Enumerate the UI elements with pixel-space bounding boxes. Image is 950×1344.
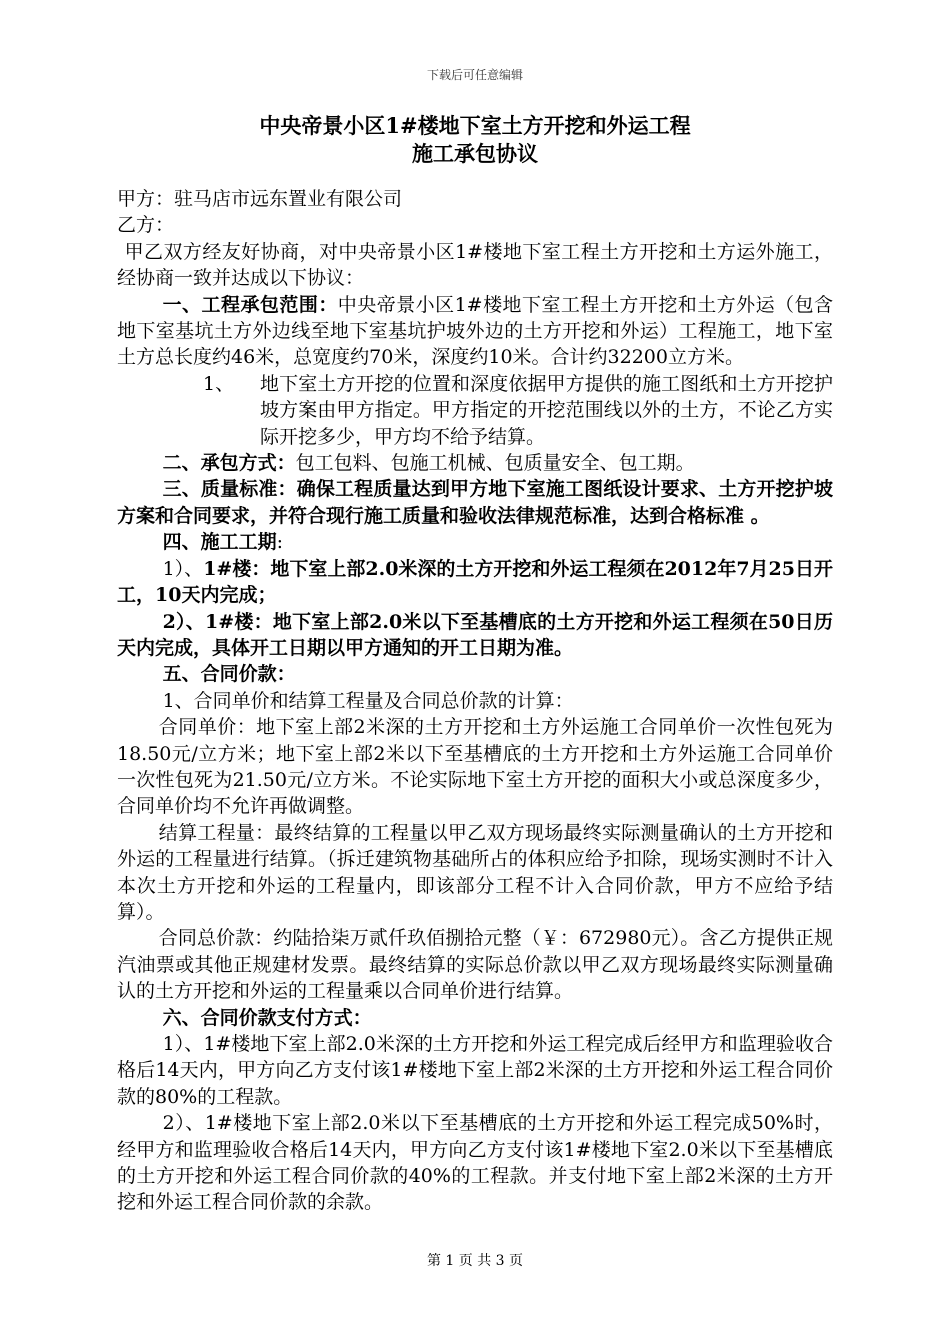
section-5-quantity: 结算工程量：最终结算的工程量以甲乙双方现场最终实际测量确认的土方开挖和外运的工程量进行结算。（拆迁建筑物基础所占的体积应给予扣除，现场实测时不计入本次土方开挖和外运的工程量内，即该部分工程不计入合同价款，甲方不应给予结算）。 (117, 821, 833, 923)
section-6-heading: 六、合同价款支付方式： (162, 1006, 372, 1029)
section-4-item-1-prefix: 1）、 (162, 557, 204, 580)
document-title: 中央帝景小区1#楼地下室土方开挖和外运工程 (259, 113, 691, 138)
section-4-item-2: 2）、1#楼：地下室上部2.0米以下至基槽底的土方开挖和外运工程须在50日历天内完成，具体开工日期以甲方通知的开工日期为准。 (117, 610, 833, 659)
section-4-item-1-text: 1#楼：地下室上部2.0米深的土方开挖和外运工程须在2012年7月25日开工，10天内完成； (117, 557, 833, 607)
section-1-item (117, 371, 833, 450)
section-5-unit-price: 合同单价：地下室上部2米深的土方开挖和土方外运施工合同单价一次性包死为18.50元/立方米；地下室上部2米以下至基槽底的土方开挖和土方外运施工合同单价一次性包死为21.50元/立方米。不论实际地下室土方开挖的面积大小或总深度多少，合同单价均不允许再做调整。 (117, 716, 833, 818)
section-1 (117, 292, 833, 371)
document-subtitle: 施工承包协议 (412, 141, 538, 166)
page-footer: 第 1 页 共 3 页 (426, 1253, 524, 1269)
section-5-heading: 五、合同价款： (162, 663, 296, 686)
section-3: 三、质量标准：确保工程质量达到甲方地下室施工图纸设计要求、土方开挖护坡方案和合同要求，并符合现行施工质量和验收法律规范标准，达到合格标准 。 (117, 478, 833, 527)
section-1-item-text: 地下室土方开挖的位置和深度依据甲方提供的施工图纸和土方开挖护坡方案由甲方指定。甲方指定的开挖范围线以外的土方，不论乙方实际开挖多少，甲方均不给予结算。 (260, 372, 833, 448)
section-5-subheading: 1、合同单价和结算工程量及合同总价款的计算： (162, 689, 574, 712)
section-4-colon: : (276, 531, 284, 554)
section-2-heading: 二、承包方式： (162, 452, 296, 475)
section-4-item-1 (117, 556, 833, 609)
section-6-item-2: 2）、1#楼地下室上部2.0米以下至基槽底的土方开挖和外运工程完成50%时，经甲方和监理验收合格后14天内，甲方向乙方支付该1#楼地下室2.0米以下至基槽底的土方开挖和外运工程合同价款的40%的工程款。并支付地下室上部2米深的土方开挖和外运工程合同价款的余款。 (117, 1112, 833, 1214)
section-1-item-number: 1、 (203, 372, 235, 395)
section-6-item-1: 1）、1#楼地下室上部2.0米深的土方开挖和外运工程完成后经甲方和监理验收合格后14天内，甲方向乙方支付该1#楼地下室上部2米深的土方开挖和外运工程合同价款的80%的工程款。 (117, 1033, 833, 1108)
section-1-text: 中央帝景小区1#楼地下室工程土方开挖和土方外运（包含地下室基坑土方外边线至地下室基坑护坡外边的土方开挖和外运）工程施工，地下室土方总长度约46米，总宽度约70米，深度约10米。合计约32200立方米。 (117, 293, 833, 369)
section-4-heading: 四、施工工期 (162, 531, 277, 554)
section-2 (117, 450, 833, 476)
party-a: 甲方：驻马店市远东置业有限公司 (117, 188, 403, 210)
header-note: 下载后可任意编辑 (426, 68, 523, 82)
document-body (117, 186, 833, 1216)
party-b: 乙方： (117, 214, 175, 237)
section-5-total-price: 合同总价款：约陆拾柒万贰仟玖佰捌拾元整（￥：672980元）。含乙方提供正规汽油票或其他正规建材发票。最终结算的实际总价款以甲乙双方现场最终实际测量确认的土方开挖和外运的工程量乘以合同单价进行结算。 (117, 927, 833, 1003)
section-1-heading: 一、工程承包范围： (162, 293, 338, 316)
section-2-text: 包工包料、包施工机械、包质量安全、包工期。 (295, 452, 695, 475)
section-4 (117, 529, 833, 555)
intro-paragraph: 甲乙双方经友好协商，对中央帝景小区1#楼地下室工程土方开挖和土方运外施工，经协商一致并达成以下协议： (117, 240, 833, 290)
